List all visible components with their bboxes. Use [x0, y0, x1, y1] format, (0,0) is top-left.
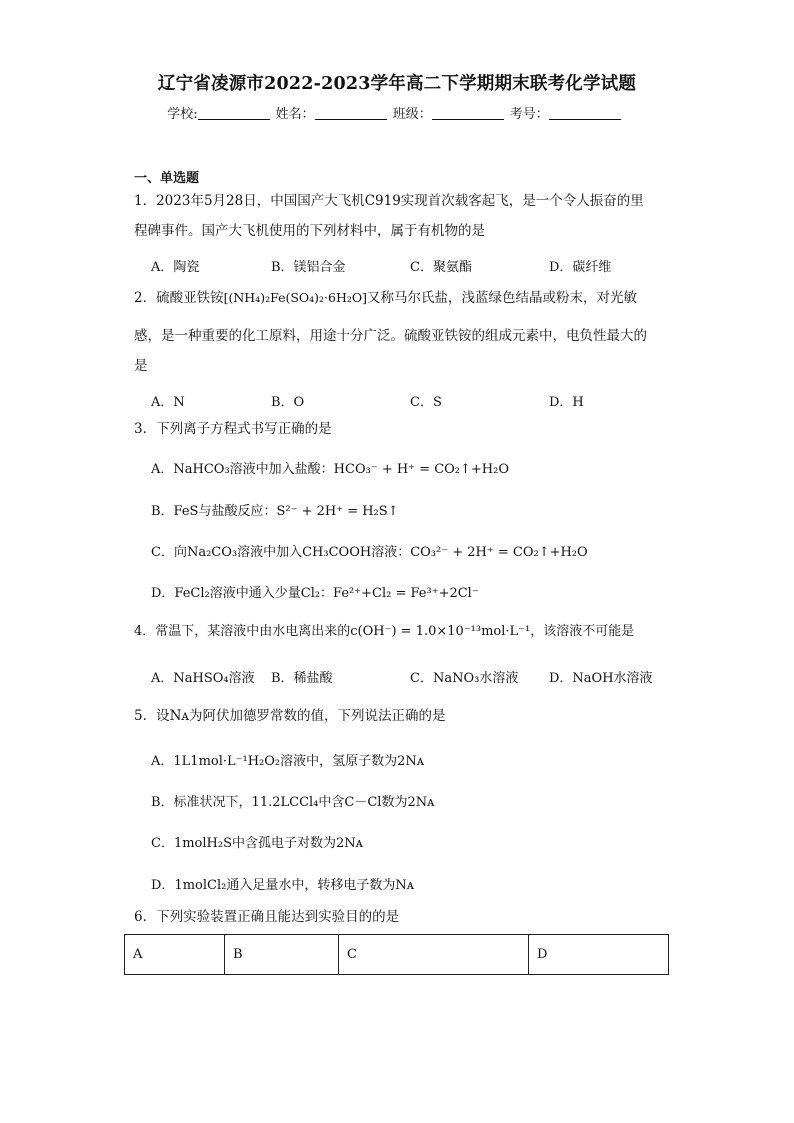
q5-option-b: B．标准状况下，11.2LCCl₄中含C－Cl数为2Nᴀ [151, 795, 435, 810]
q4-option-a: A．NaHSO₄溶液 [151, 671, 255, 686]
class-label: 班级： [392, 107, 432, 122]
question-4-stem: 4．常温下，某溶液中由水电离出来的c(OH⁻) = 1.0×10⁻¹³mol·L⁻¹，该溶液不可能是 [134, 624, 635, 639]
q6-apparatus-table [124, 934, 669, 975]
q2-option-d: D．H [549, 395, 584, 410]
q4-option-c: C．NaNO₃水溶液 [410, 671, 519, 686]
question-5-stem: 5．设Nᴀ为阿伏加德罗常数的值，下列说法正确的是 [134, 708, 446, 724]
q4-option-b: B．稀盐酸 [271, 671, 333, 686]
school-label: 学校: [167, 107, 198, 122]
question-2-line-2: 感，是一种重要的化工原料，用途十分广泛。硫酸亚铁铵的组成元素中，电负性最大的 [134, 328, 647, 344]
question-3-stem: 3．下列离子方程式书写正确的是 [134, 421, 332, 437]
name-blank[interactable] [315, 106, 387, 120]
q6-header-c: C [339, 935, 529, 975]
q3-option-c: C．向Na₂CO₃溶液中加入CH₃COOH溶液：CO₃²⁻ + 2H⁺ = CO₂↑+H₂O [151, 545, 588, 560]
q1-option-c: C．聚氨酯 [410, 260, 472, 275]
q2-option-c: C．S [410, 395, 442, 410]
exam-title: 辽宁省凌源市2022-2023学年高二下学期期末联考化学试题 [157, 74, 637, 94]
q6-header-a: A [125, 935, 225, 975]
number-label: 考号： [509, 107, 549, 122]
q1-option-d: D．碳纤维 [549, 260, 612, 275]
q2-formula: [(NH₄)₂Fe(SO₄)₂·6H₂O] [223, 290, 368, 305]
q6-header-d: D [529, 935, 669, 975]
question-2-line-1 [134, 283, 674, 313]
question-6-stem: 6．下列实验装置正确且能达到实验目的的是 [134, 909, 400, 925]
q3-option-d: D．FeCl₂溶液中通入少量Cl₂：Fe²⁺+Cl₂ = Fe³⁺+2Cl⁻ [151, 586, 479, 601]
question-1-line-1: 1．2023年5月28日，中国国产大飞机C919实现首次载客起飞，是一个令人振奋的里 [134, 193, 644, 209]
q2-stem-pre: 2．硫酸亚铁铵 [134, 290, 224, 306]
section-heading: 一、单选题 [134, 171, 200, 186]
number-blank[interactable] [549, 106, 621, 120]
q2-option-b: B．O [271, 395, 305, 410]
q5-option-c: C．1molH₂S中含孤电子对数为2Nᴀ [151, 836, 363, 851]
question-2-line-3: 是 [134, 358, 148, 374]
student-info-line [0, 103, 794, 122]
q6-header-b: B [225, 935, 339, 975]
q4-option-d: D．NaOH水溶液 [549, 671, 653, 686]
name-label: 姓名： [275, 107, 315, 122]
q5-option-a: A．1L1mol·L⁻¹H₂O₂溶液中，氢原子数为2Nᴀ [151, 754, 425, 769]
q1-option-a: A．陶瓷 [151, 260, 200, 275]
q2-stem-post: 又称马尔氏盐，浅蓝绿色结晶或粉末，对光敏 [367, 290, 638, 306]
q3-option-b: B．FeS与盐酸反应：S²⁻ + 2H⁺ = H₂S↑ [151, 504, 399, 519]
q1-option-b: B．镁铝合金 [271, 260, 346, 275]
school-blank[interactable] [198, 106, 270, 120]
q3-option-a: A．NaHCO₃溶液中加入盐酸：HCO₃⁻ + H⁺ = CO₂↑+H₂O [151, 462, 510, 477]
q2-option-a: A．N [151, 395, 185, 410]
class-blank[interactable] [432, 106, 504, 120]
q5-option-d: D．1molCl₂通入足量水中，转移电子数为Nᴀ [151, 878, 415, 893]
question-1-line-2: 程碑事件。国产大飞机使用的下列材料中，属于有机物的是 [134, 223, 485, 239]
